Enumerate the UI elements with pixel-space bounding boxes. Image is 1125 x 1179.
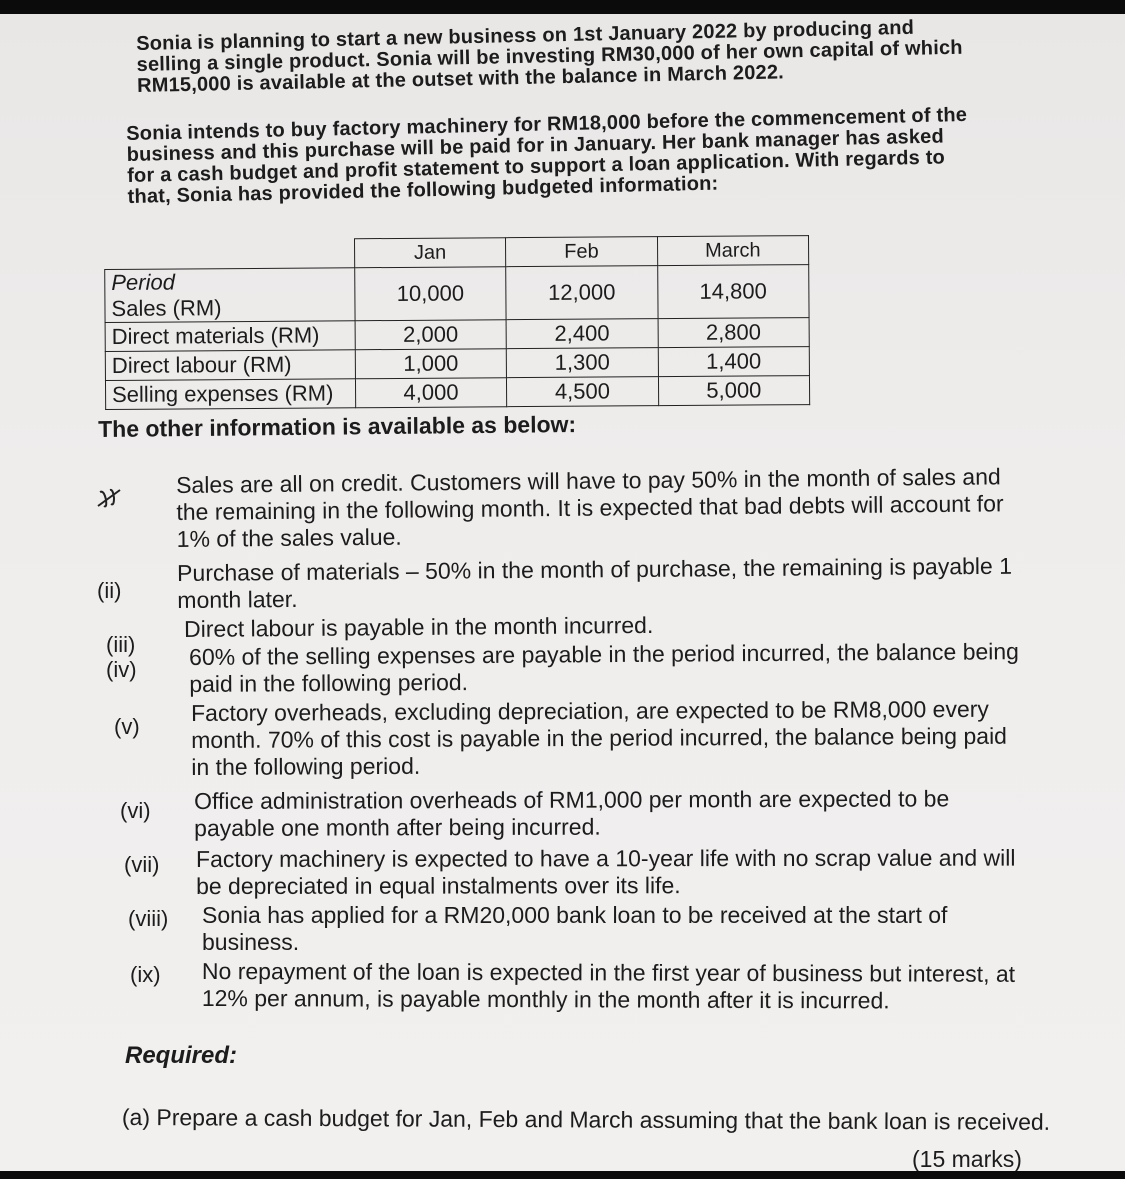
intro-paragraph-2: Sonia intends to buy factory machinery for RM18,000 before the commencement of the business and this purchase will be paid for in January. Her bank manager has asked for a cash budget and profit statement to support a loan application. With regards to that, Sonia has provided the following budgeted information: (125, 103, 968, 208)
cell: 1,300 (506, 348, 658, 378)
exam-page (0, 14, 1125, 1171)
table-row (105, 265, 809, 323)
item-number: (iii) (106, 632, 136, 657)
row-label: Direct labour (RM) (105, 350, 355, 381)
list-item: Sales are all on credit. Customers will have to pay 50% in the month of sales and the remaining in the following month. It is expected that bad debts will account for 1% of the sales value. (176, 463, 1004, 552)
list-item: Sonia has applied for a RM20,000 bank loan to be received at the start of business. (202, 902, 948, 955)
item-number: (v) (114, 714, 140, 739)
cell: 2,000 (355, 320, 507, 350)
item-number: (vi) (120, 798, 151, 823)
cell: 5,000 (658, 376, 810, 406)
table-row (105, 376, 809, 410)
cell: 1,400 (658, 347, 810, 377)
col-jan: Jan (354, 238, 506, 268)
intro-paragraph-1: Sonia is planning to start a new business on 1st January 2022 by producing and selling a single product. Sonia will be investing RM30,000 of her own capital of which RM15,000 is available at the outset with the balance in March 2022. (135, 16, 963, 97)
period-label: Period (111, 269, 175, 295)
cell: 14,800 (657, 265, 809, 319)
item-number: (ix) (130, 962, 161, 987)
col-march: March (657, 236, 809, 266)
cell: 2,400 (506, 319, 658, 349)
row-label: Sales (RM) (111, 295, 222, 321)
budget-table (104, 235, 810, 410)
item-number: (ii) (97, 578, 122, 603)
item-number: (iv) (106, 657, 137, 682)
row-label: Direct materials (RM) (105, 321, 355, 352)
row-label: Selling expenses (RM) (105, 379, 355, 410)
cell: 4,000 (355, 378, 507, 408)
list-item: Factory overheads, excluding depreciation, are expected to be RM8,000 every month. 70% of this cost is payable in the period incurred, the balance being paid in the following period. (191, 695, 1008, 780)
cell: 4,500 (507, 377, 659, 407)
cell: 12,000 (506, 266, 658, 320)
list-item: Direct labour is payable in the month incurred. (184, 611, 654, 642)
cell: 2,800 (658, 318, 810, 348)
col-feb: Feb (506, 237, 658, 267)
list-item: Office administration overheads of RM1,000 per month are expected to be payable one month after being incurred. (194, 785, 950, 841)
cell: 1,000 (355, 349, 507, 379)
required-heading: Required: (125, 1042, 238, 1069)
list-item: No repayment of the loan is expected in the first year of business but interest, at 12% per annum, is payable monthly in the month after it is incurred. (201, 958, 1016, 1014)
other-info-heading: The other information is available as below: (98, 410, 577, 442)
item-number: (viii) (128, 906, 169, 931)
list-item: 60% of the selling expenses are payable in the period incurred, the balance being paid in the following period. (189, 638, 1020, 697)
list-item: Factory machinery is expected to have a 10-year life with no scrap value and will be depreciated in equal instalments over its life. (196, 844, 1016, 899)
marks-label: (15 marks) (912, 1146, 1022, 1171)
cell: 10,000 (354, 267, 506, 321)
item-number: (vii) (124, 852, 160, 877)
list-item: Purchase of materials – 50% in the month of purchase, the remaining is payable 1 month later. (177, 552, 1013, 613)
question-a: (a) Prepare a cash budget for Jan, Feb and March assuming that the bank loan is received. (121, 1104, 1051, 1135)
